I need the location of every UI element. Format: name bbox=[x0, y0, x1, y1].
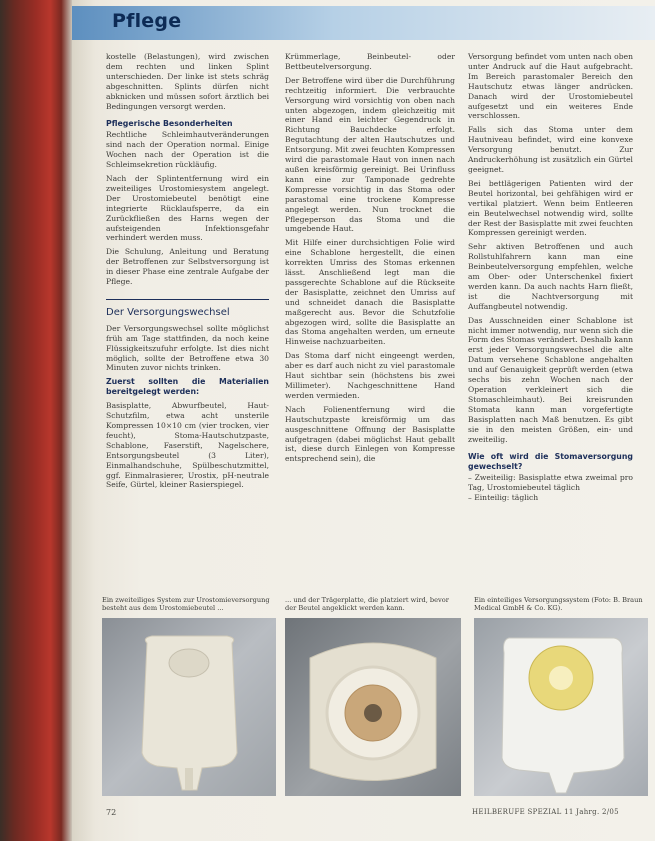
one-piece-illustration bbox=[474, 618, 648, 796]
caption-3: Ein einteiliges Versorgungssystem (Foto: B. Braun Medical GmbH & Co. KG). bbox=[474, 596, 643, 613]
paragraph: Krümmerlage, Beinbeutel- oder Bettbeutelversorgung. bbox=[285, 52, 455, 71]
section-title: Pflege bbox=[112, 10, 182, 32]
paragraph: kostelle (Belastungen), wird zwischen dem rechten und linken Splint unterschieden. Der linke ist stets schräg abgeschnitten. Splints dürfen nicht abknicken und müssen sofort ärztlich bei Bedingungen versorgt werden. bbox=[106, 52, 269, 111]
box-title: Der Versorgungswechsel bbox=[106, 306, 230, 318]
book-spine bbox=[0, 0, 72, 841]
journal-footer: HEILBERUFE SPEZIAL 11 Jahrg. 2/05 bbox=[472, 808, 619, 816]
column-2 bbox=[285, 52, 455, 468]
paragraph: Mit Hilfe einer durchsichtigen Folie wird eine Schablone hergestellt, die einen korrekten Umriss des Stomas erkennen lässt. Anschließend legt man die passgerechte Schablone auf die Rückseite der Basisplatte, zeichnet den Umriss auf und schneidet danach die Basisplatte maßgerecht aus. Bevor die Schutzfolie abgezogen wird, sollte die Basisplatte an das Stoma angehalten werden, um erneute Hinweise nachzuarbeiten. bbox=[285, 238, 455, 347]
column-1 bbox=[106, 52, 269, 494]
subheading: Pflegerische Besonderheiten bbox=[106, 119, 233, 129]
paragraph: Sehr aktiven Betroffenen und auch Rollstuhlfahrern kann man eine Beinbeutelversorgung empfehlen, welche am Ober- oder Unterschenkel fixiert werden kann. Da auch nachts Harn fließt, ist die Nachtversorgung mit Auffangbeutel notwendig. bbox=[468, 242, 633, 311]
list-item: – Zweiteilig: Basisplatte etwa zweimal pro Tag, Urostomiebeutel täglich bbox=[468, 473, 633, 493]
paragraph: Das Ausschneiden einer Schablone ist nicht immer notwendig, nur wenn sich die Form des Stomas verändert. Deshalb kann erst jeder Versorgungswechsel die alte Datum versehene Schablone angehalten und auf Genauigkeit geprüft werden (etwa sechs bis zehn Wochen nach der Operation verkleinert sich die Stomaschleimhaut). Bei kreisrunden Stomata kann man vorgefertigte Basisplatten nach Maß benutzen. Es gibt sie in den meisten Größen, ein- und zweiteilig. bbox=[468, 315, 633, 444]
paragraph: Versorgung befindet vom unten nach oben unter Andruck auf die Haut aufgebracht. Im Bereich parastomaler Bereich den Hautschutz etwas länger andrücken. Danach wird der Urostomiebeutel aufgesetzt und ein weiteres Ende verschlossen. bbox=[468, 52, 633, 121]
paragraph: Nach der Splintentfernung wird ein zweiteiliges Urostomiesystem angelegt. Der Urostomiebeutel benötigt eine integrierte Rücklaufsperre, da ein Zurückfließen des Harns wegen der aufsteigenden Infektionsgefahr verhindert werden muss. bbox=[106, 173, 269, 243]
photo-one-piece-system bbox=[474, 618, 648, 796]
base-plate-illustration bbox=[285, 618, 461, 796]
magazine-page bbox=[72, 0, 655, 841]
paragraph: Das Stoma darf nicht eingeengt werden, aber es darf auch nicht zu viel parastomale Haut sichtbar sein (höchstens bis zwei Millimeter). Nachgeschnittene Hand werden vermieden. bbox=[285, 351, 455, 400]
subheading: Wie oft wird die Stomaversorgung gewechselt? bbox=[468, 452, 633, 472]
paragraph: Falls sich das Stoma unter dem Hautniveau befindet, wird eine konvexe Versorgung benutzt. Zur Andruckerhöhung ist zusätzlich ein Gürtel geeignet. bbox=[468, 125, 633, 174]
paragraph: Der Versorgungswechsel sollte möglichst früh am Tage stattfinden, da noch keine Flüssigkeitszufuhr erfolgte. Ist dies nicht möglich, sollte der Betroffene etwa 30 Minuten zuvor nichts trinken. bbox=[106, 323, 269, 373]
page-number: 72 bbox=[106, 808, 117, 817]
photo-base-plate bbox=[285, 618, 461, 796]
bag-illustration bbox=[102, 618, 276, 796]
paragraph: Der Betroffene wird über die Durchführung rechtzeitig informiert. Die verbrauchte Versorgung wird vorsichtig von oben nach unten abgezogen, indem gleichzeitig mit einer Hand ein leichter Gegendruck in Richtung Bauchdecke erfolgt. Begutachtung der alten Hautschutzes und Entsorgung. Mit zwei feuchten Kompressen wird die parastomale Haut von innen nach außen kreisförmig gereinigt. Bei Urinfluss kann eine zur Tamponade gedrehte Kompresse vorsichtig in das Stoma oder parastomal eine trockene Kompresse angelegt werden. Nun trocknet die Pflegeperson das Stoma und die umgebende Haut. bbox=[285, 75, 455, 234]
caption-2: ... und der Trägerplatte, die platziert wird, bevor der Beutel angeklickt werden kann. bbox=[285, 596, 449, 613]
list-item: – Einteilig: täglich bbox=[468, 493, 539, 503]
paragraph: Die Schulung, Anleitung und Beratung der Betroffenen zur Selbstversorgung ist in dieser Phase eine zentrale Aufgabe der Pflege. bbox=[106, 247, 269, 287]
photo-urostomy-bag-two-piece bbox=[102, 618, 276, 796]
paragraph: Rechtliche Schleimhautveränderungen sind nach der Operation normal. Einige Wochen nach der Operation ist die Schleimsekretion rückläufig. bbox=[106, 130, 269, 170]
column-3 bbox=[468, 52, 633, 503]
paragraph: Nach Folienentfernung wird die Hautschutzpaste kreisförmig um das ausgeschnittene Offnung der Basisplatte aufgetragen (dabei möglichst Haut geballt ist, diese durch Einlegen von Kompresse entsprechend sein), die bbox=[285, 404, 455, 464]
paragraph: Basisplatte, Abwurfbeutel, Haut-Schutzfilm, etwa acht unsterile Kompressen 10×10 cm (vier trocken, vier feucht), Stoma-Hautschutzpaste, Schablone, Faserstift, Nagelschere, Entsorgungsbeutel (3 Liter), Einmalhandschuhe, Spülbeschutzmittel, ggf. Einmalrasierer, Urostix, pH-neutrale Seife, Gürtel, kleiner Rasierspiegel. bbox=[106, 401, 269, 490]
paragraph: Bei bettlägerigen Patienten wird der Beutel horizontal, bei gehfähigen wird er vertikal platziert. Wenn beim Entleeren ein Beutelwechsel notwendig wird, sollte der Rest der Basisplatte mit zwei feuchten Kompressen gereinigt werden. bbox=[468, 178, 633, 238]
box-divider bbox=[106, 299, 269, 300]
caption-1: Ein zweiteiliges System zur Urostomieversorgung besteht aus dem Urostomiebeutel ... bbox=[102, 596, 270, 613]
subheading: Zuerst sollten die Materialien bereitgelegt werden: bbox=[106, 377, 269, 397]
